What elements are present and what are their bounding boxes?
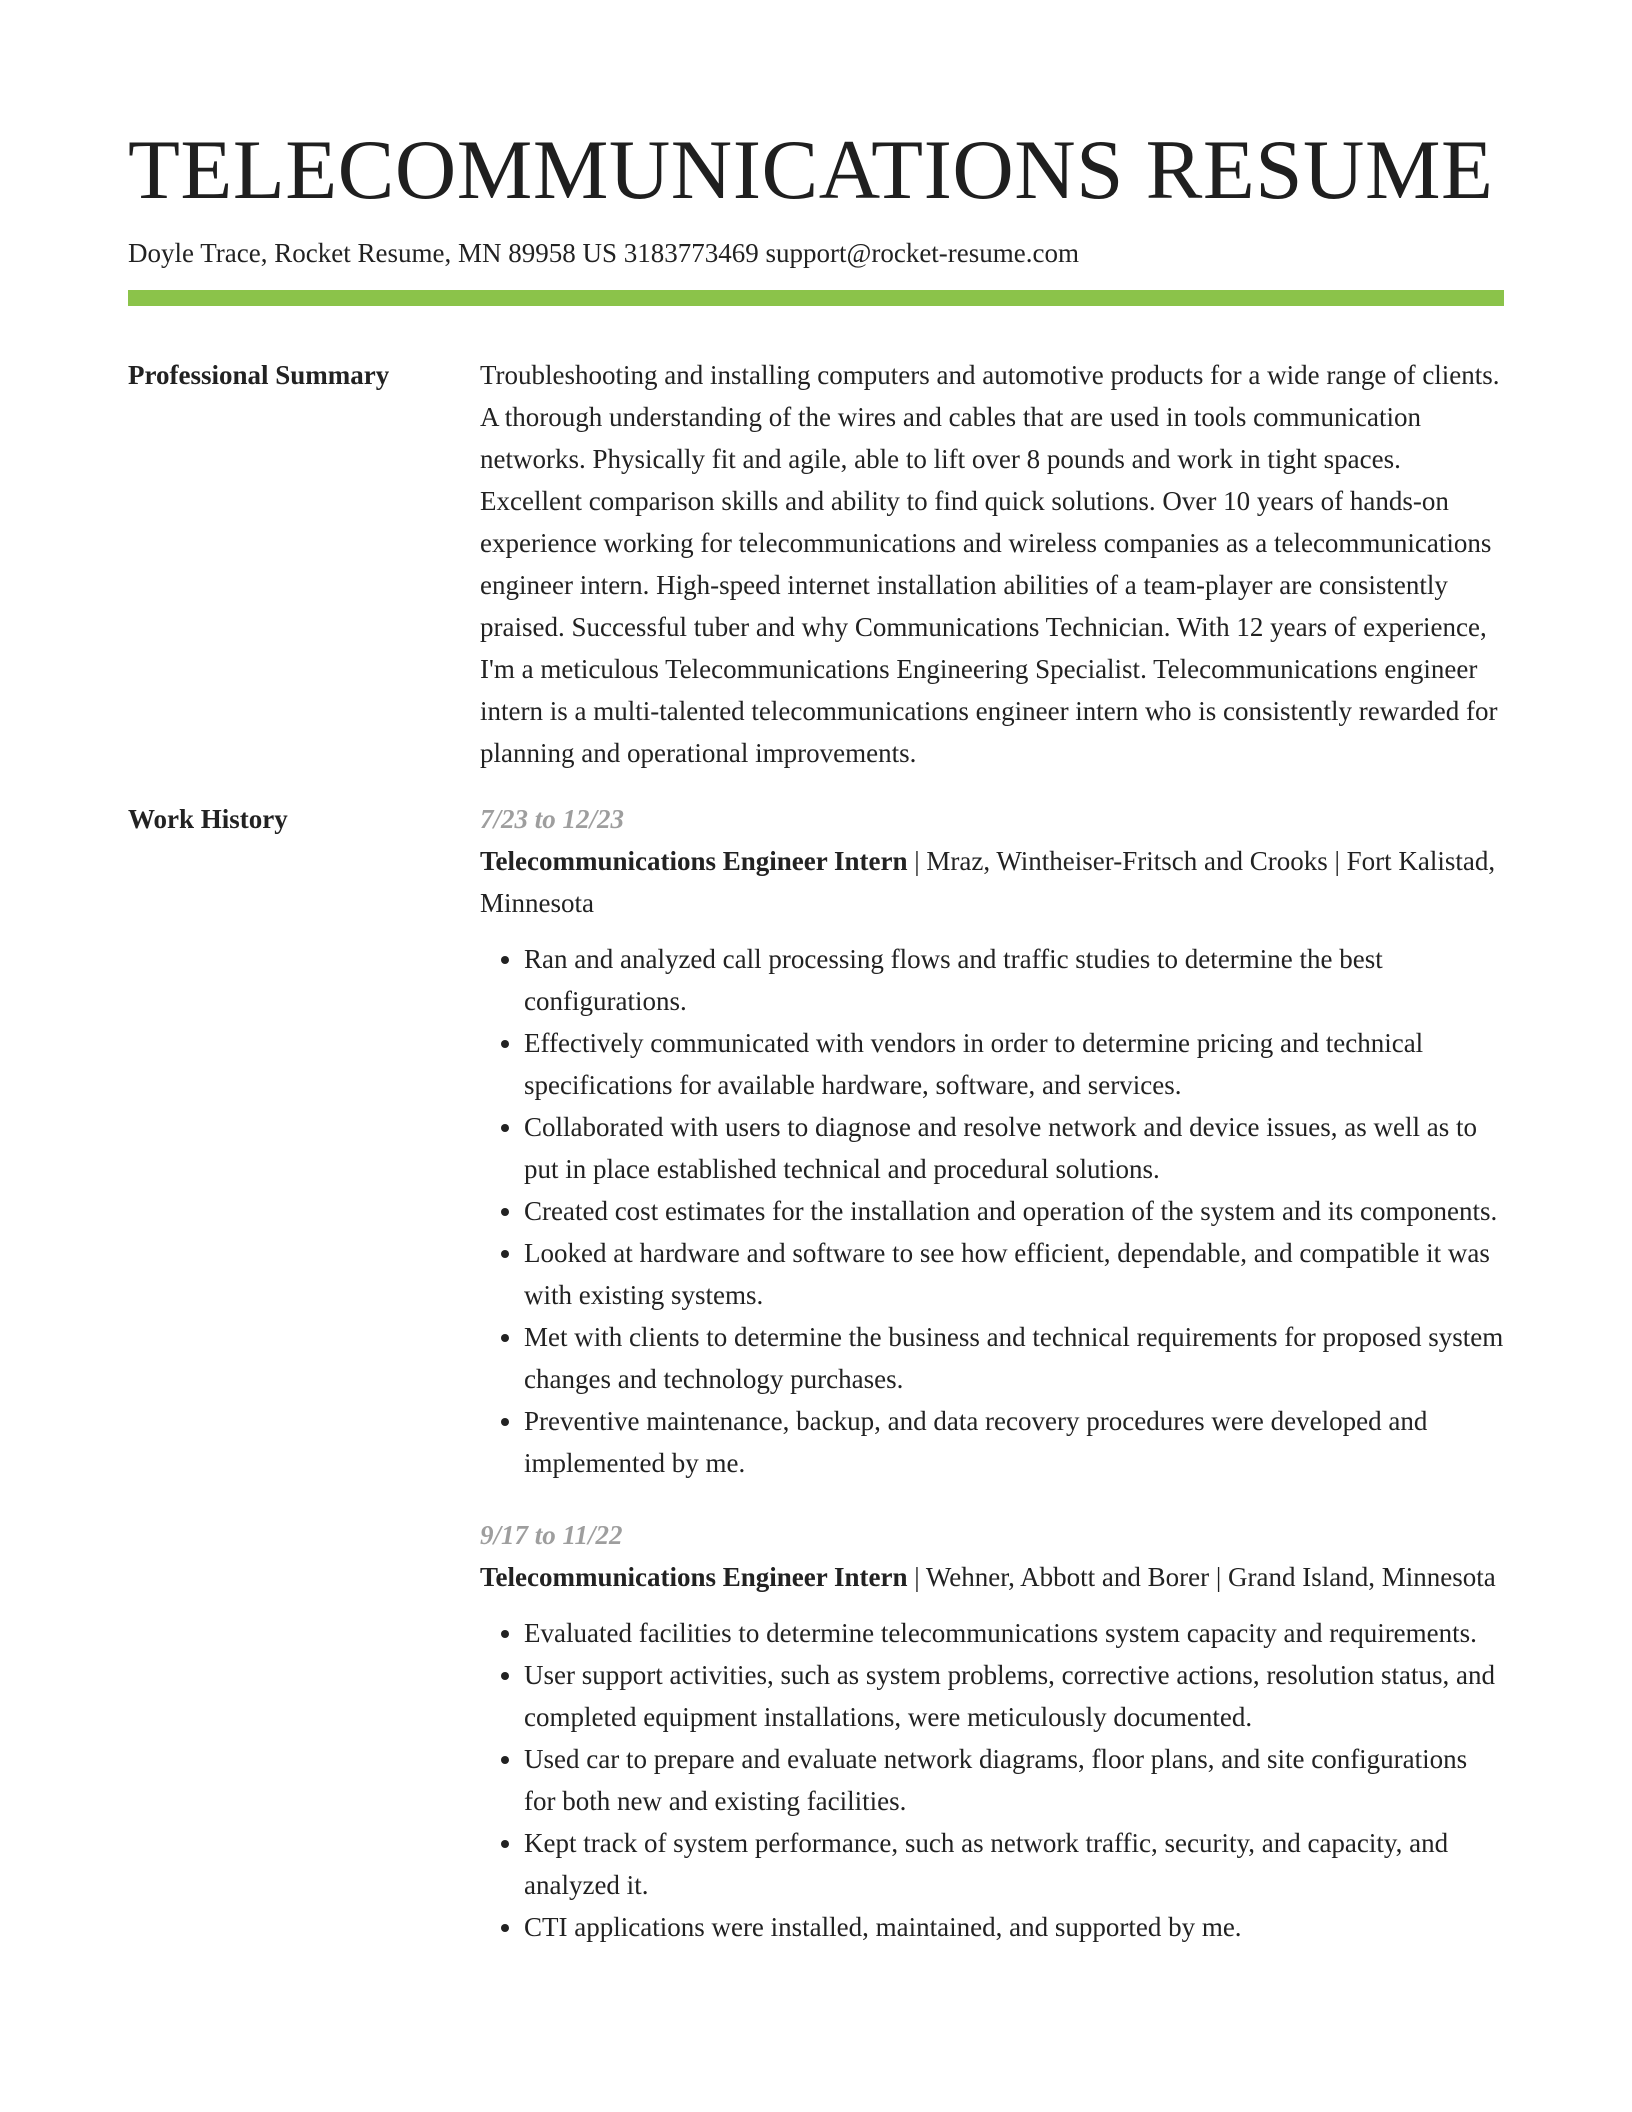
summary-body bbox=[480, 354, 1504, 774]
job-bullet: • Looked at hardware and software to see how efficient, dependable, and compatible it was with existing systems. bbox=[524, 1232, 1504, 1316]
job-title-line bbox=[480, 1556, 1504, 1598]
job-dates: 9/17 to 11/22 bbox=[480, 1520, 623, 1550]
job-bullet: • Kept track of system performance, such as network traffic, security, and capacity, and analyzed it. bbox=[524, 1822, 1504, 1906]
job-bullet: • Ran and analyzed call processing flows and traffic studies to determine the best configurations. bbox=[524, 938, 1504, 1022]
resume-page bbox=[128, 0, 1504, 1978]
contact-state-zip: MN 89958 bbox=[457, 238, 576, 268]
contact-phone: 3183773469 bbox=[623, 238, 759, 268]
header-divider bbox=[128, 290, 1504, 306]
job-bullet: • Preventive maintenance, backup, and data recovery procedures were developed and implemented by me. bbox=[524, 1400, 1504, 1484]
job-bullet: • CTI applications were installed, maintained, and supported by me. bbox=[524, 1906, 1504, 1948]
contact-line bbox=[128, 236, 1504, 270]
contact-name: Doyle Trace, bbox=[128, 238, 268, 268]
contact-country: US bbox=[582, 238, 617, 268]
job-entry bbox=[480, 798, 1504, 1484]
contact-city: Rocket Resume, bbox=[274, 238, 452, 268]
job-entry bbox=[480, 1514, 1504, 1948]
job-bullet: • Effectively communicated with vendors in order to determine pricing and technical specifications for available hardware, software, and services. bbox=[524, 1022, 1504, 1106]
job-title-line bbox=[480, 840, 1504, 924]
job-title: Telecommunications Engineer Intern bbox=[480, 1562, 908, 1592]
job-bullet: • Met with clients to determine the business and technical requirements for proposed system changes and technology purchases. bbox=[524, 1316, 1504, 1400]
contact-email: support@rocket-resume.com bbox=[765, 238, 1080, 268]
summary-section bbox=[128, 354, 1504, 774]
section-heading: Professional Summary bbox=[128, 360, 390, 390]
job-bullet: • Collaborated with users to diagnose and resolve network and device issues, as well as to put in place established technical and procedural solutions. bbox=[524, 1106, 1504, 1190]
job-title: Telecommunications Engineer Intern bbox=[480, 846, 908, 876]
resume-title: TELECOMMUNICATIONS RESUME bbox=[128, 123, 1494, 217]
job-bullet: • Created cost estimates for the installation and operation of the system and its components. bbox=[524, 1190, 1504, 1232]
work-history-section bbox=[128, 798, 1504, 1978]
job-dates: 7/23 to 12/23 bbox=[480, 804, 625, 834]
work-history-body bbox=[480, 798, 1504, 1978]
job-details: | Mraz, Wintheiser-Fritsch and Crooks | Fort Kalistad, Minnesota bbox=[480, 846, 1496, 918]
job-bullet: • User support activities, such as system problems, corrective actions, resolution status, and completed equipment installations, were meticulously documented. bbox=[524, 1654, 1504, 1738]
job-details: | Wehner, Abbott and Borer | Grand Island, Minnesota bbox=[907, 1562, 1496, 1592]
job-bullet: • Used car to prepare and evaluate network diagrams, floor plans, and site configurations for both new and existing facilities. bbox=[524, 1738, 1504, 1822]
job-bullet: • Evaluated facilities to determine telecommunications system capacity and requirements. bbox=[524, 1612, 1504, 1654]
section-heading: Work History bbox=[128, 804, 288, 834]
job-bullets bbox=[480, 938, 1504, 1484]
job-bullets bbox=[480, 1612, 1504, 1948]
summary-text: Troubleshooting and installing computers and automotive products for a wide range of clients. A thorough understanding of the wires and cables that are used in tools communication networks. Physically fit and agile, able to lift over 8 pounds and work in tight spaces. Excellent comparison skills and ability to find quick solutions. Over 10 years of hands-on experience working for telecommunications and wireless companies as a telecommunications engineer intern. High-speed internet installation abilities of a team-player are consistently praised. Successful tuber and why Communications Technician. With 12 years of experience, I'm a meticulous Telecommunications Engineering Specialist. Telecommunications engineer intern is a multi-talented telecommunications engineer intern who is consistently rewarded for planning and operational improvements. bbox=[480, 360, 1500, 768]
